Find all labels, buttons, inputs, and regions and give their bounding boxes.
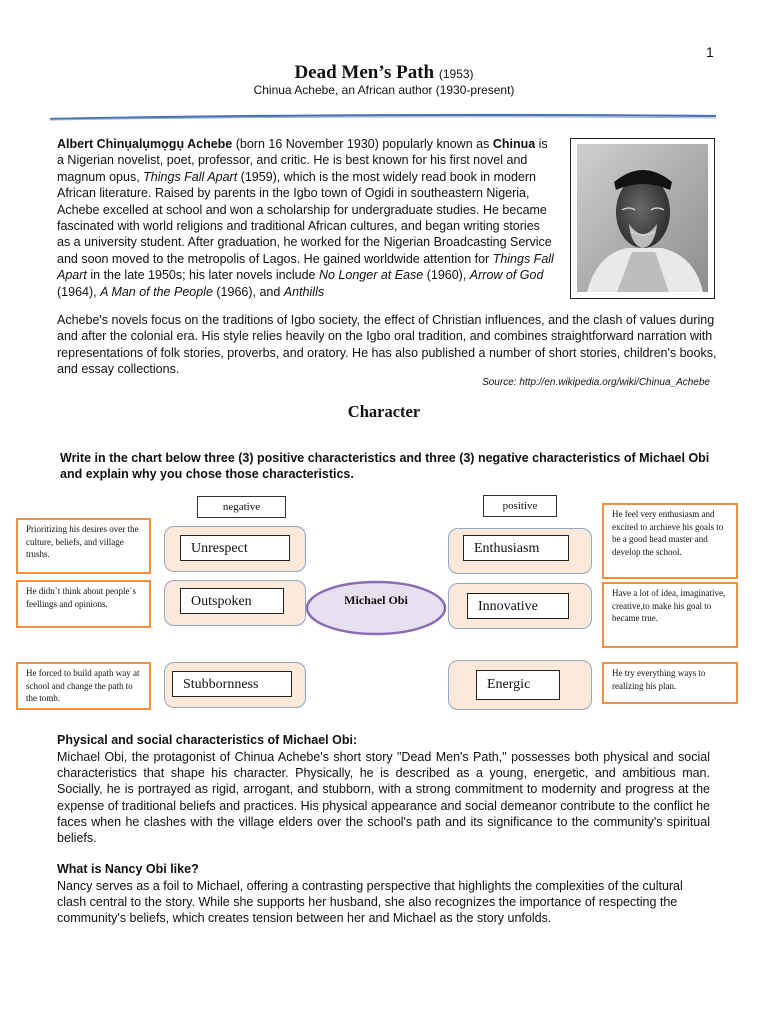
chart-instructions: Write in the chart below three (3) positive characteristics and three (3) negative characteristics of Michael Obi and explain why you chose those characteristics. [60,451,710,482]
book-title: Things Fall Apart [143,169,238,184]
positive-note-3: He try everything ways to realizing his plan. [602,662,738,704]
negative-trait-3: Stubbornness [172,671,292,697]
negative-column-label: negative [197,496,286,518]
book-title: A Man of the People [100,284,213,299]
negative-trait-2: Outspoken [180,588,284,614]
positive-trait-1: Enthusiasm [463,535,569,561]
center-ellipse [305,580,447,636]
bio-text: (1959), which is the most widely read book in modern African literature. Raised by parents in the Igbo town of Ogidi in southeastern Nigeria, Achebe excelled at school and won a scholarship for undergraduate studies. He became fascinated with world religions and traditional African cultures, and began writing stories as a university student. After graduation, he worked for the Nigerian Broadcasting Service and soon moved to the metropolis of Lagos. He gained worldwide attention for [57,169,552,266]
positive-column-label: positive [483,495,557,517]
author-nickname: Chinua [492,137,536,151]
page-number: 1 [706,44,714,60]
physical-social-heading: Physical and social characteristics of Michael Obi: [57,733,358,747]
title-text: Dead Men’s Path [294,62,435,83]
negative-trait-1: Unrespect [180,535,290,561]
bio-text: (1964), [57,284,101,299]
positive-trait-2: Innovative [467,593,569,619]
title-year: (1953) [438,67,474,81]
positive-note-1: He feel very enthusiasm and excited to archieve his goals to be a good head master and develop the school. [602,503,738,579]
character-heading: Character [347,402,421,421]
negative-note-1: Prioritizing his desires over the culture, beliefs, and village trushs. [16,518,151,574]
book-title: No Longer at Ease [318,268,424,283]
positive-trait-3: Energic [476,670,560,700]
negative-note-2: He didn`t think about people`s feellings and opinions. [16,580,151,628]
negative-note-3: He forced to build apath way at school and change the path to the tomb. [16,662,151,710]
physical-social-text: Michael Obi, the protagonist of Chinua Achebe's short story "Dead Men's Path," possesses both physical and social characteristics that shape his character. Physically, he is described as a young, energetic, and ambitious man. Socially, he is portrayed as rigid, arrogant, and stubborn, with a strong commitment to modernity and progress at the expense of traditional beliefs and practices. His physical appearance and social demeanor contribute to the conflict he faces when he clashes with the village elders over the school's path and its significance to the community's spiritual beliefs. [57,750,710,846]
nancy-text: Nancy serves as a foil to Michael, offering a contrasting perspective that highlights the complexities of the cultural clash central to the story. While she supports her husband, she also recognizes the importance of respecting the community's beliefs, which creates tension between her and Michael as the story unfolds. [57,879,683,926]
bio-text: (1960), [423,268,470,283]
center-character-name: Michael Obi [344,593,408,607]
bio-text: (born 16 November 1930) popularly known as [232,137,493,151]
achebe-novels-paragraph: Achebe's novels focus on the traditions of Igbo society, the effect of Christian influences, and the clash of values during and after the colonial era. His style relies heavily on the Igbo oral tradition, and combines straightforward narration with representations of folk stories, proverbs, and oratory. He has also published a number of short stories, children's books, and essay collections. [57,313,717,377]
bio-text: is a Nigerian novelist, poet, professor, and critic. He is best known for his first novel and magnum opus, [57,137,548,184]
positive-note-2: Have a lot of idea, imaginative, creative,to make his goal to became true. [602,582,738,648]
book-title: Things Fall Apart [57,251,554,283]
author-name: Albert Chinụalụmọgụ Achebe [57,137,233,151]
book-title: Anthills [283,284,325,299]
bio-text: in the late 1950s; his later novels include [86,268,319,283]
book-title: Arrow of God [469,268,544,283]
nancy-heading: What is Nancy Obi like? [57,862,199,876]
source-citation: Source: http://en.wikipedia.org/wiki/Chinua_Achebe [482,377,710,388]
page-subtitle: Chinua Achebe, an African author (1930-present) [253,83,515,97]
bio-text: (1966), and [212,284,284,299]
